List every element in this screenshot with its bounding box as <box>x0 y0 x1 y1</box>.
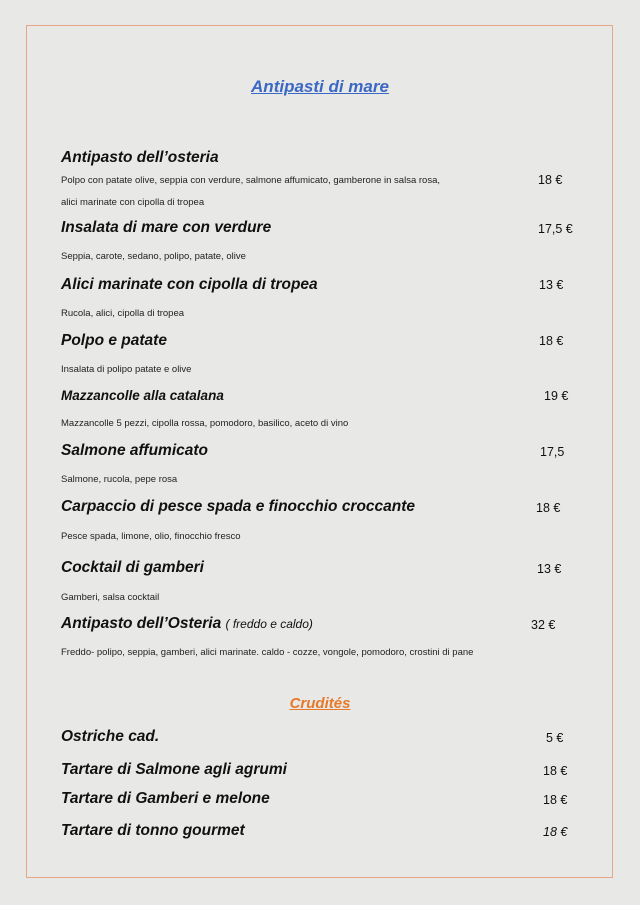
menu-item-name: Carpaccio di pesce spada e finocchio croccante <box>61 498 416 515</box>
menu-item-description: Salmone, rucola, pepe rosa <box>61 474 178 485</box>
menu-item-price: 13 € <box>537 562 562 576</box>
menu-item-name: Mazzancolle alla catalana <box>61 388 224 403</box>
menu-item-price: 18 € <box>543 764 568 778</box>
menu-item-description: Gamberi, salsa cocktail <box>61 592 160 603</box>
menu-item-description: Mazzancolle 5 pezzi, cipolla rossa, pomodoro, basilico, aceto di vino <box>61 418 349 429</box>
menu-item-description: Freddo- polipo, seppia, gamberi, alici marinate. caldo - cozze, vongole, pomodoro, crostini di pane <box>61 647 474 658</box>
menu-item-name: Tartare di tonno gourmet <box>61 822 245 839</box>
menu-item-price: 18 € <box>536 501 561 515</box>
menu-item-description: Pesce spada, limone, olio, finocchio fresco <box>61 531 241 542</box>
menu-item-name-text: Antipasto dell’Osteria <box>61 615 222 632</box>
menu-item-name: Cocktail di gamberi <box>61 559 204 576</box>
menu-item-description: alici marinate con cipolla di tropea <box>61 197 205 208</box>
menu-item-name: Tartare di Gamberi e melone <box>61 790 270 807</box>
menu-item-name: Polpo e patate <box>61 332 167 349</box>
menu-item-name: Salmone affumicato <box>61 442 209 459</box>
menu-item-name <box>61 615 313 633</box>
menu-item-name: Antipasto dell’osteria <box>61 149 219 166</box>
menu-item-description: Rucola, alici, cipolla di tropea <box>61 308 185 319</box>
menu-item-price: 13 € <box>539 278 564 292</box>
menu-item-description: Polpo con patate olive, seppia con verdure, salmone affumicato, gamberone in salsa rosa, <box>61 175 440 186</box>
section-title-crudites: Crudités <box>289 695 351 712</box>
menu-item-name: Tartare di Salmone agli agrumi <box>61 761 287 778</box>
menu-item-price: 18 € <box>539 334 564 348</box>
menu-item-name: Insalata di mare con verdure <box>61 219 272 236</box>
menu-item-price: 18 € <box>538 173 563 187</box>
menu-item-name: Ostriche cad. <box>61 728 160 745</box>
menu-item-name: Alici marinate con cipolla di tropea <box>61 276 318 293</box>
menu-item-price: 17,5 € <box>538 222 573 236</box>
menu-item-price: 18 € <box>543 825 568 839</box>
menu-item-price: 19 € <box>544 389 569 403</box>
section-title-antipasti: Antipasti di mare <box>251 77 389 96</box>
menu-item-price: 32 € <box>531 618 556 632</box>
menu-item-price: 5 € <box>546 731 564 745</box>
menu-item-description: Seppia, carote, sedano, polipo, patate, olive <box>61 251 246 262</box>
menu-item-description: Insalata di polipo patate e olive <box>61 364 192 375</box>
menu-item-note: ( freddo e caldo) <box>225 617 313 631</box>
menu-item-price: 18 € <box>543 793 568 807</box>
menu-item-price: 17,5 <box>540 445 565 459</box>
